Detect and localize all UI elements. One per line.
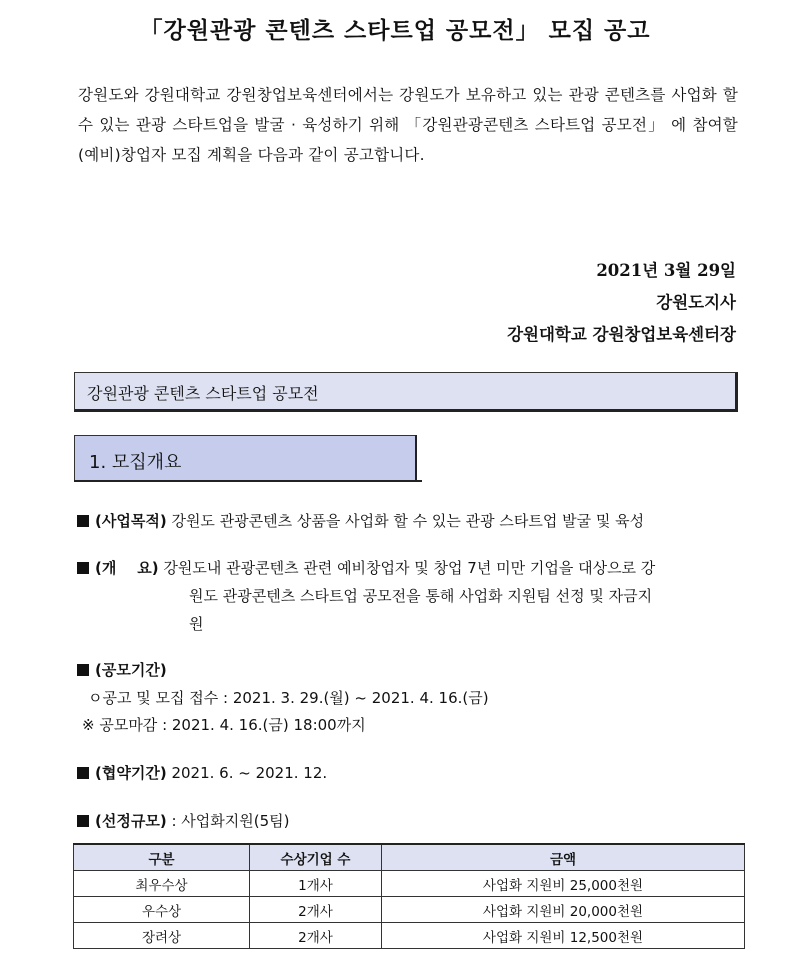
table-row: [74, 897, 745, 923]
selection-label: (선정규모): [95, 812, 167, 830]
period-item: [77, 656, 167, 684]
cell-winners: 2개사: [250, 897, 382, 923]
purpose-text: 강원도 관광콘텐츠 상품을 사업화 할 수 있는 관광 스타트업 발굴 및 육성: [171, 512, 645, 530]
square-bullet-icon: [77, 767, 89, 779]
intro-paragraph: 강원도와 강원대학교 강원창업보육센터에서는 강원도가 보유하고 있는 관광 콘텐츠를 사업화 할 수 있는 관광 스타트업을 발굴 · 육성하기 위해 「강원관광콘텐츠 스타트업 공모전」 에 참여할 (예비)창업자 모집 계획을 다음과 같이 공고합니다.: [78, 86, 738, 164]
square-bullet-icon: [77, 815, 89, 827]
overview-line-2: 원도 관광콘텐츠 스타트업 공모전을 통해 사업화 지원팀 선정 및 자금지: [189, 587, 653, 605]
cell-amount: 사업화 지원비 20,000천원: [382, 897, 745, 923]
section-title: 강원관광 콘텐츠 스타트업 공모전: [87, 384, 319, 403]
purpose-label: (사업목적): [95, 512, 167, 530]
selection-text: : 사업화지원(5팀): [171, 812, 290, 830]
overview-label: (개 요): [95, 559, 159, 577]
contract-text: 2021. 6. ~ 2021. 12.: [171, 764, 328, 782]
cell-winners: 1개사: [250, 871, 382, 897]
heading-underline: [74, 480, 422, 482]
square-bullet-icon: [77, 664, 89, 676]
section-title-box: [74, 372, 738, 412]
period-deadline: ※ 공모마감 : 2021. 4. 16.(금) 18:00까지: [82, 716, 366, 734]
heading-side-line: [415, 435, 417, 481]
overview-item: [77, 554, 655, 582]
issuer-center-director: 강원대학교 강원창업보육센터장: [507, 325, 736, 344]
heading-box: [74, 435, 416, 480]
square-bullet-icon: [77, 515, 89, 527]
award-table: [73, 843, 745, 949]
contract-label: (협약기간): [95, 764, 167, 782]
cell-amount: 사업화 지원비 25,000천원: [382, 871, 745, 897]
cell-winners: 2개사: [250, 923, 382, 949]
overview-line-1: 강원도내 관광콘텐츠 관련 예비창업자 및 창업 7년 미만 기업을 대상으로 강: [163, 559, 656, 577]
heading-recruitment-overview: 1. 모집개요: [89, 452, 182, 473]
cell-amount: 사업화 지원비 12,500천원: [382, 923, 745, 949]
page-title: 「강원관광 콘텐츠 스타트업 공모전」 모집 공고: [139, 17, 651, 44]
announcement-date: 2021년 3월 29일: [596, 261, 736, 280]
period-label: (공모기간): [95, 661, 167, 679]
overview-line-3: 원: [189, 615, 204, 633]
cell-category: 최우수상: [74, 871, 250, 897]
purpose-item: [77, 507, 644, 535]
period-receipt: ㅇ공고 및 모집 접수 : 2021. 3. 29.(월) ~ 2021. 4. 16.(금): [88, 689, 489, 707]
header-amount: 금액: [382, 844, 745, 871]
square-bullet-icon: [77, 562, 89, 574]
cell-category: 장려상: [74, 923, 250, 949]
header-winners: 수상기업 수: [250, 844, 382, 871]
selection-item: [77, 807, 289, 835]
contract-item: [77, 759, 327, 787]
header-category: 구분: [74, 844, 250, 871]
issuer-governor: 강원도지사: [656, 293, 736, 312]
cell-category: 우수상: [74, 897, 250, 923]
table-row: [74, 871, 745, 897]
table-header-row: [74, 844, 745, 871]
table-row: [74, 923, 745, 949]
